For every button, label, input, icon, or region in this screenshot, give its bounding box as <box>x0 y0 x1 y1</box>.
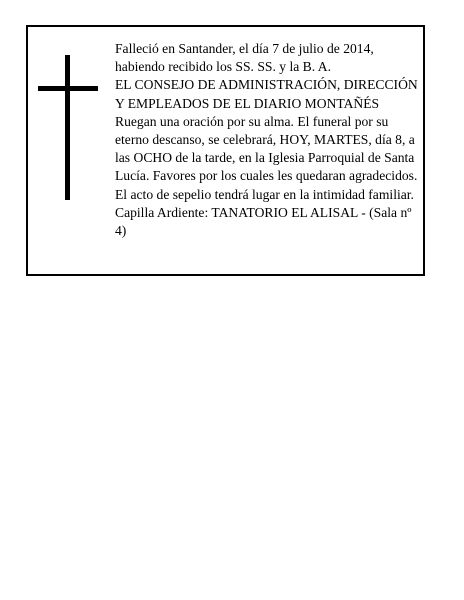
obituary-text <box>115 40 423 240</box>
death-statement: Falleció en Santander, el día 7 de julio de 2014, habiendo recibido los SS. SS. y la B. A. <box>115 41 374 75</box>
mourners-line: EL CONSEJO DE ADMINISTRACIÓN, DIRECCIÓN Y EMPLEADOS DE EL DIARIO MONTAÑÉS <box>115 77 418 111</box>
cross-horizontal-bar <box>38 86 98 91</box>
latin-cross-icon <box>38 55 98 200</box>
obituary-notice <box>26 25 425 276</box>
cross-vertical-bar <box>65 55 70 200</box>
service-details: Ruegan una oración por su alma. El funeral por su eterno descanso, se celebrará, HOY, MARTES, día 8, a las OCHO de la tarde, en la Iglesia Parroquial de Santa Lucía. Favores por los cuales les quedaran agradecidos. El acto de sepelio tendrá lugar en la intimidad familiar. Capilla Ardiente: TANATORIO EL ALISAL - (Sala nº 4) <box>115 113 418 239</box>
